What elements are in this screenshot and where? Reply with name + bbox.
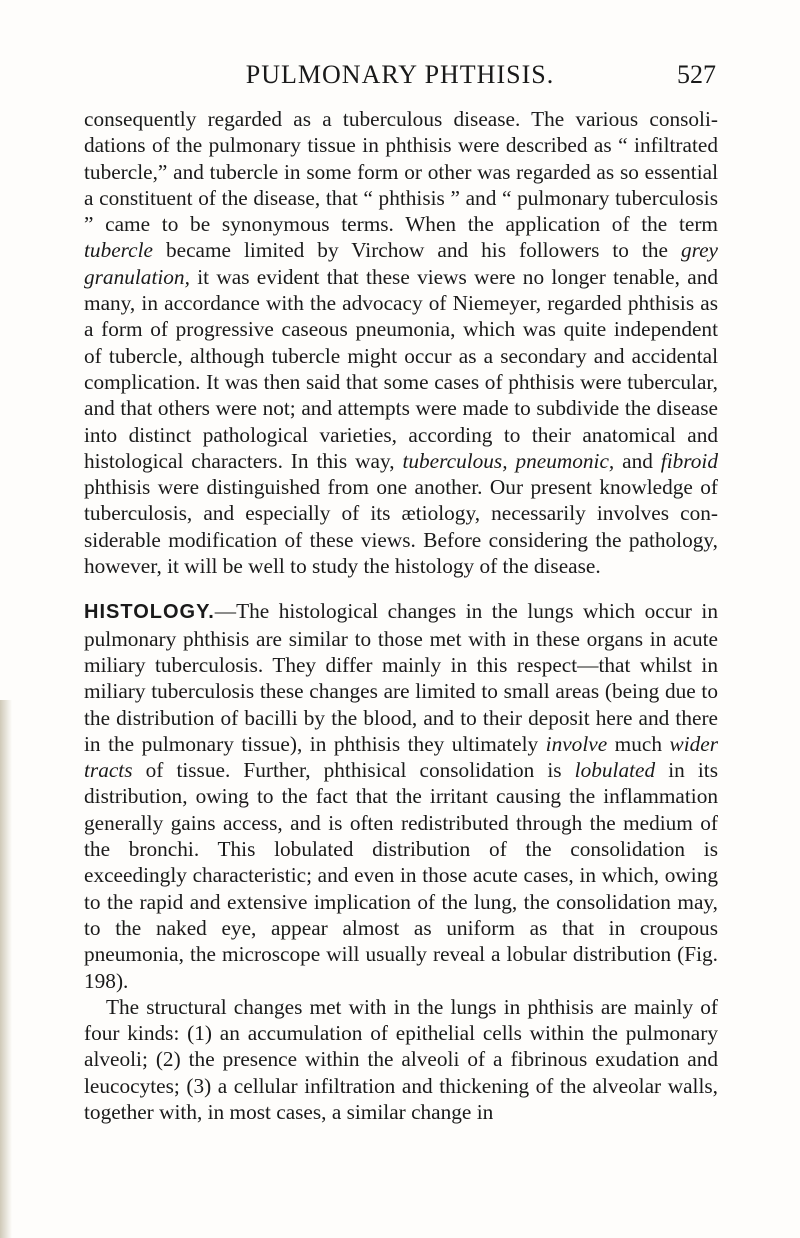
italic-term-lobulated: lobulated: [574, 758, 656, 783]
body-text: [84, 106, 718, 1125]
text-run: much: [607, 731, 670, 756]
italic-term-fibroid: fibroid: [660, 448, 718, 473]
paragraph-2: [84, 598, 718, 993]
section-heading-histology: HISTOLOGY.: [84, 601, 215, 624]
text-run: The structural changes met with in the lungs in phthisis are mainly of four kinds: (1) an accumulation of epithelial cells within the pulmonary alveoli; (2) the presence within the alveoli of a fibrinous exudation and leucocytes; (3) a cellular infiltration and thickening of the alveolar walls, together with, in most cases, a similar change in: [84, 994, 718, 1124]
text-run: —The histological changes in the lungs which occur in pulmonary phthisis are similar to those met with in these organs in acute miliary tuberculosis. They differ mainly in this respect—that whilst in miliary tuberculosis these changes are limited to small areas (being due to the distribution of bacilli by the blood, and to their deposit here and there in the pulmonary tissue), in phthisis they ultimately: [84, 599, 718, 756]
text-run: and: [614, 448, 661, 473]
running-head: [0, 60, 800, 90]
page-number: 527: [677, 60, 716, 89]
paragraph-3: [84, 994, 718, 1125]
gutter-shadow: [0, 700, 12, 1238]
running-title: PULMONARY PHTHISIS.: [245, 60, 555, 89]
text-run: consequently regarded as a tuberculous disease. The various consolidations of the pulmonary tissue in phthisis were described as “ infiltrated tubercle,” and tubercle in some form or other was regarded as so essential a constituent of the disease, that “ phthisis ” and “ pulmonary tuberculosis ” came to be synonymous terms. When the application of the term: [84, 107, 718, 237]
italic-term-tuberculous-pneumonic: tuberculous, pneumonic,: [402, 448, 615, 473]
italic-term-wider-tracts: wider tracts: [84, 731, 718, 783]
italic-term-involve: involve: [545, 731, 608, 756]
paragraph-1: [84, 106, 718, 579]
italic-term-tubercle: tubercle: [84, 238, 153, 263]
text-run: became limited by Virchow and his followers to the: [153, 238, 681, 263]
text-run: it was evident that these views were no longer tenable, and many, in accordance with the advocacy of Niemeyer, regarded phthisis as a form of progressive caseous pneumonia, which was quite independent of tubercle, although tubercle might occur as a secondary and accidental complication. It was then said that some cases of phthisis were tubercular, and that others were not; and attempts were made to subdivide the disease into distinct pathological varieties, according to their anatomical and histological characters. In this way,: [84, 264, 718, 473]
text-run: of tissue. Further, phthisical consolidation is: [132, 758, 575, 783]
text-run: phthisis were distinguished from one another. Our present knowledge of tuberculosis, and especially of its ætiology, necessarily involves considerable modification of these views. Before considering the pathology, however, it will be well to study the histology of the disease.: [84, 475, 718, 579]
italic-term-grey-granulation: grey granulation,: [84, 238, 718, 289]
text-run: in its distribution, owing to the fact that the irritant causing the inflammation generally gains access, and is often redistributed through the medium of the bronchi. This lobulated distribution of the consolidation is exceedingly characteristic; and even in those acute cases, in which, owing to the rapid and extensive implication of the lung, the consolidation may, to the naked eye, appear almost as uniform as that in croupous pneumonia, the microscope will usually reveal a lobular distribution (Fig. 198).: [84, 758, 718, 993]
